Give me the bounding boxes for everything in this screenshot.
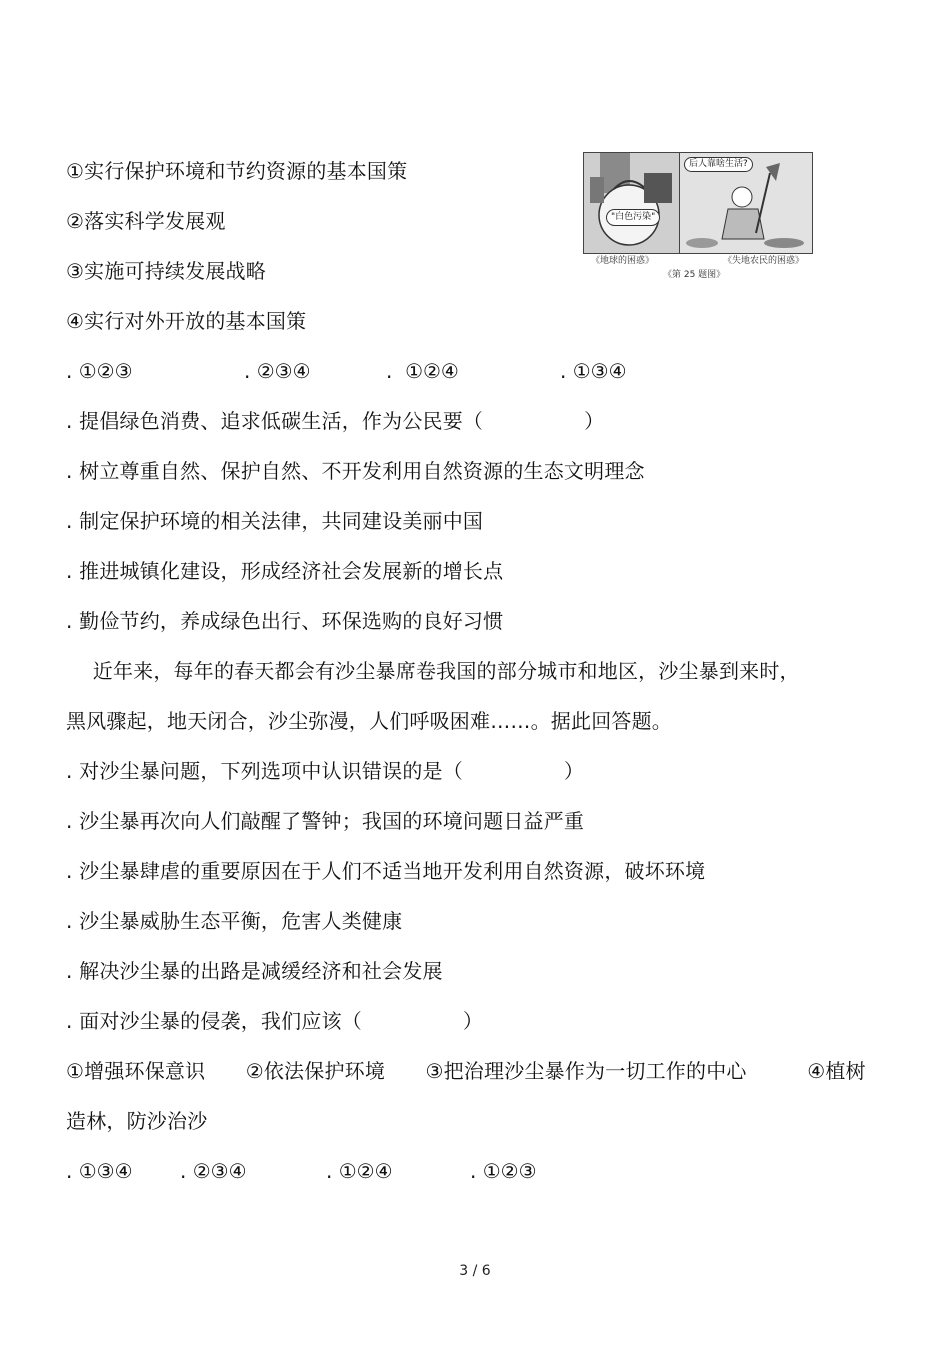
choice-b[interactable]: . 制定保护环境的相关法律，共同建设美丽中国 [66,509,484,533]
option-a[interactable]: . ①③④ [66,1159,133,1183]
passage-line-1: 近年来，每年的春天都会有沙尘暴席卷我国的部分城市和地区，沙尘暴到来时， [66,659,800,683]
option-d[interactable]: . ①③④ [560,359,627,383]
choice-b[interactable]: . 沙尘暴肆虐的重要原因在于人们不适当地开发利用自然资源，破坏环境 [66,859,706,883]
earth-illustration [584,153,688,253]
caption-earth: 《地球的困惑》 [591,256,655,266]
option-c[interactable]: . ①②④ [326,1159,393,1183]
statements-line-1: ①增强环保意识 ②依法保护环境 ③把治理沙尘暴作为一切工作的中心 ④植树 [66,1059,866,1083]
option-d[interactable]: . ①②③ [470,1159,537,1183]
page-number: 3 / 6 [459,1263,491,1279]
cartoon-farmer-puzzle [679,152,813,254]
cartoon-earth-puzzle [583,152,689,254]
choice-d[interactable]: . 勤俭节约，养成绿色出行、环保选购的良好习惯 [66,609,504,633]
choice-a[interactable]: . 沙尘暴再次向人们敲醒了警钟；我国的环境问题日益严重 [66,809,585,833]
statement-2: ②落实科学发展观 [66,209,226,233]
option-b[interactable]: . ②③④ [244,359,311,383]
question-sandstorm-wrong: . 对沙尘暴问题，下列选项中认识错误的是（ ） [66,759,585,783]
passage-line-2: 黑风骤起，地天闭合，沙尘弥漫，人们呼吸困难……。据此回答题。 [66,709,672,733]
option-a[interactable]: . ①②③ [66,359,133,383]
speech-bubble: 后人靠啥生活? [684,157,753,172]
cartoon-figure [583,152,815,288]
choice-a[interactable]: . 树立尊重自然、保护自然、不开发利用自然资源的生态文明理念 [66,459,645,483]
choice-d[interactable]: . 解决沙尘暴的出路是减缓经济和社会发展 [66,959,443,983]
statement-4: ④实行对外开放的基本国策 [66,309,307,333]
choice-c[interactable]: . 推进城镇化建设，形成经济社会发展新的增长点 [66,559,504,583]
statement-3: ③实施可持续发展战略 [66,259,266,283]
option-b[interactable]: . ②③④ [180,1159,247,1183]
question-sandstorm-response: . 面对沙尘暴的侵袭，我们应该（ ） [66,1009,484,1033]
caption-farmer: 《失地农民的困惑》 [723,256,805,266]
white-pollution-label: "白色污染" [606,209,660,226]
choice-c[interactable]: . 沙尘暴威胁生态平衡，危害人类健康 [66,909,403,933]
statement-1: ①实行保护环境和节约资源的基本国策 [66,159,408,183]
figure-caption: 《第 25 题图》 [663,270,726,280]
option-c[interactable]: . ①②④ [386,359,459,383]
statements-line-2: 造林，防沙治沙 [66,1109,208,1133]
question-green-consumption: . 提倡绿色消费、追求低碳生活，作为公民要（ ） [66,409,605,433]
